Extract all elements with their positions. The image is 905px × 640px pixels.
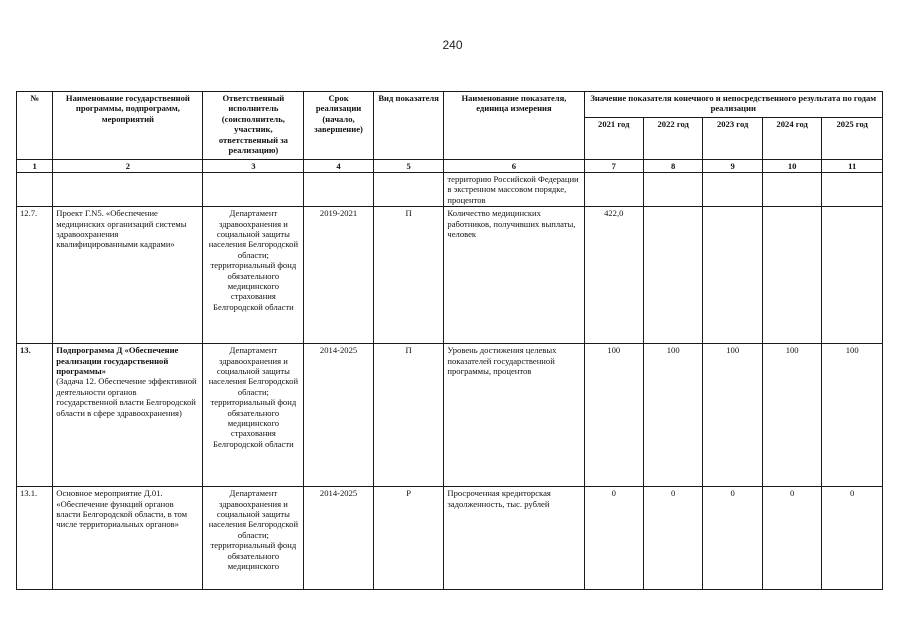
row-value	[584, 173, 643, 207]
table-row	[17, 173, 883, 207]
row-executor	[203, 173, 304, 207]
row-type: П	[373, 207, 444, 344]
header-year: 2025 год	[822, 118, 883, 160]
row-value: 0	[762, 487, 821, 590]
row-name-text: Проект Г.N5. «Обеспечение медицинских организаций системы здравоохранения квалифицированными кадрами»	[56, 208, 187, 250]
row-number: 12.7.	[17, 207, 53, 344]
column-number: 11	[822, 160, 883, 173]
table-row	[17, 344, 883, 487]
header-year: 2024 год	[762, 118, 821, 160]
column-numbers-row	[17, 160, 883, 173]
row-type	[373, 173, 444, 207]
row-name-text: Основное мероприятие Д.01. «Обеспечение функций органов власти Белгородской области, в том числе территориальных органов»	[56, 488, 188, 530]
table-row	[17, 487, 883, 590]
row-number	[17, 173, 53, 207]
row-value: 0	[584, 487, 643, 590]
row-indicator: территорию Российской Федерации в экстренном массовом порядке, процентов	[444, 173, 584, 207]
row-value: 100	[822, 344, 883, 487]
header-name: Наименование государственной программы, подпрограмм, мероприятий	[53, 92, 203, 160]
header-year: 2022 год	[643, 118, 702, 160]
row-name	[53, 487, 203, 590]
row-value: 0	[822, 487, 883, 590]
column-number: 5	[373, 160, 444, 173]
row-type: П	[373, 344, 444, 487]
row-name	[53, 207, 203, 344]
row-value: 100	[703, 344, 762, 487]
row-value: 100	[762, 344, 821, 487]
header-no: №	[17, 92, 53, 160]
row-executor	[203, 487, 304, 590]
column-number: 10	[762, 160, 821, 173]
row-term	[304, 173, 374, 207]
header-type: Вид показателя	[373, 92, 444, 160]
row-value	[643, 207, 702, 344]
row-name-text: (Задача 12. Обеспечение эффективной деятельности органов государственной власти Белгородской области в сфере здравоохранения)	[56, 376, 197, 418]
row-value: 422,0	[584, 207, 643, 344]
row-term: 2014-2025	[304, 344, 374, 487]
column-number: 7	[584, 160, 643, 173]
row-value	[762, 173, 821, 207]
header-term: Срок реализации (начало, завершение)	[304, 92, 374, 160]
row-number: 13.1.	[17, 487, 53, 590]
column-number: 4	[304, 160, 374, 173]
row-type: Р	[373, 487, 444, 590]
row-value: 100	[584, 344, 643, 487]
header-executor: Ответственный исполнитель (соисполнитель, участник, ответственный за реализацию)	[203, 92, 304, 160]
program-table	[16, 91, 883, 590]
header-indicator: Наименование показателя, единица измерения	[444, 92, 584, 160]
row-value	[822, 207, 883, 344]
row-term: 2019-2021	[304, 207, 374, 344]
page-number: 240	[442, 38, 463, 52]
row-value: 100	[643, 344, 702, 487]
row-executor: Департамент здравоохранения и социальной защиты населения Белгородской области; территориальный фонд обязательного медицинского страхования Белгородской области	[203, 207, 304, 344]
column-number: 9	[703, 160, 762, 173]
row-term: 2014-2025	[304, 487, 374, 590]
column-number: 3	[203, 160, 304, 173]
row-executor: Департамент здравоохранения и социальной защиты населения Белгородской области; территориальный фонд обязательного медицинского страхования Белгородской области	[203, 344, 304, 487]
column-number: 6	[444, 160, 584, 173]
row-value	[703, 207, 762, 344]
row-indicator: Количество медицинских работников, получивших выплаты, человек	[444, 207, 584, 344]
row-value: 0	[643, 487, 702, 590]
column-number: 8	[643, 160, 702, 173]
row-value	[822, 173, 883, 207]
row-name-title: Подпрограмма Д «Обеспечение реализации государственной программы»	[56, 345, 179, 377]
row-value: 0	[703, 487, 762, 590]
row-number: 13.	[17, 344, 53, 487]
row-value	[643, 173, 702, 207]
row-name	[53, 173, 203, 207]
header-values-group: Значение показателя конечного и непосредственного результата по годам реализации	[584, 92, 883, 118]
row-value	[703, 173, 762, 207]
row-executor-text: Департамент здравоохранения и социальной защиты населения Белгородской области; территориальный фонд обязательного медицинского	[208, 488, 299, 572]
row-name	[53, 344, 203, 487]
row-indicator: Просроченная кредиторская задолженность, тыс. рублей	[444, 487, 584, 590]
row-value	[762, 207, 821, 344]
header-year: 2021 год	[584, 118, 643, 160]
row-indicator: Уровень достижения целевых показателей государственной программы, процентов	[444, 344, 584, 487]
column-number: 2	[53, 160, 203, 173]
header-year: 2023 год	[703, 118, 762, 160]
column-number: 1	[17, 160, 53, 173]
table-row	[17, 207, 883, 344]
